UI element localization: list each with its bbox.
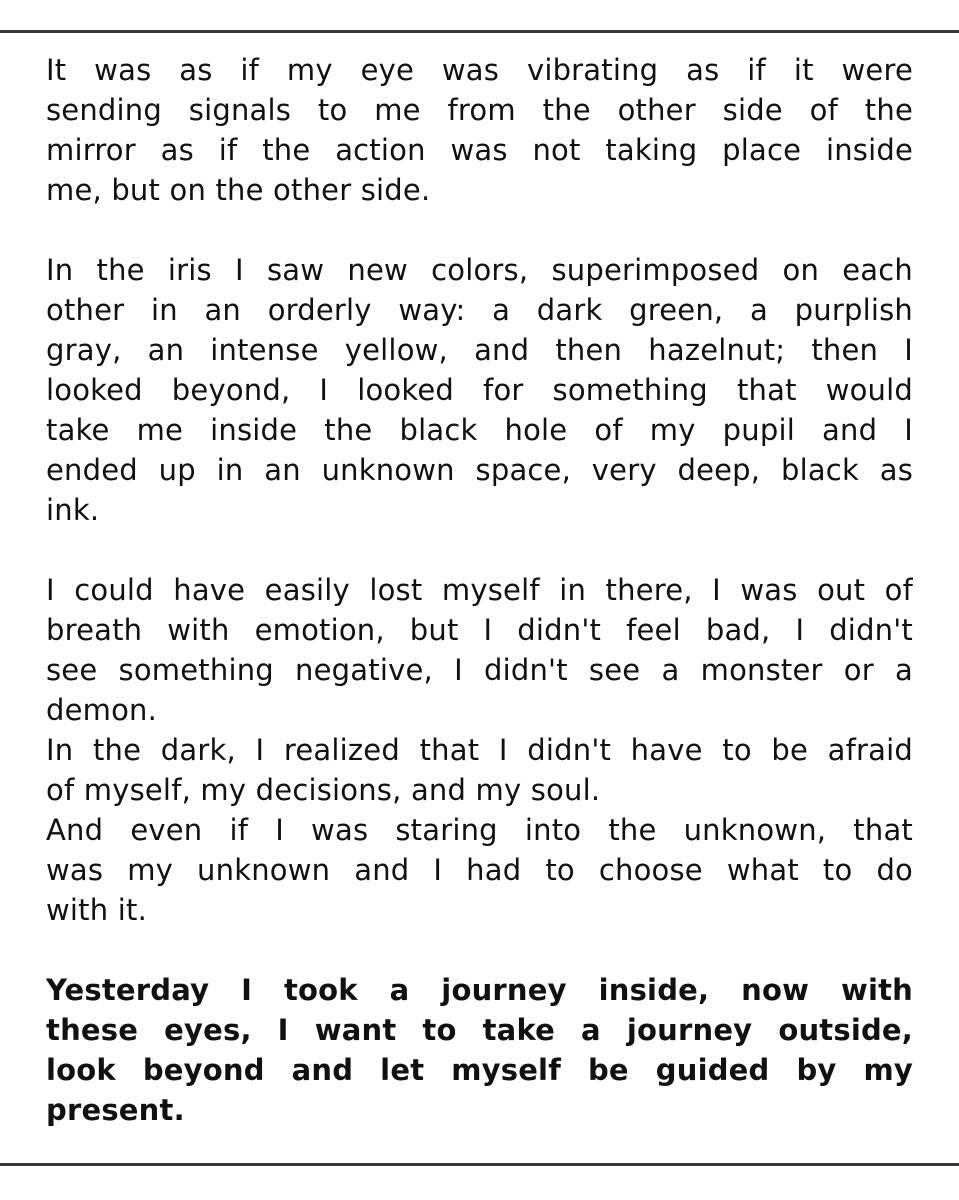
text-line: I could have easily lost myself in there, I was out of (46, 573, 913, 607)
bottom-rule (0, 1163, 959, 1166)
paragraph-dark (46, 570, 913, 930)
text-line: with it. (46, 893, 147, 927)
text-line: In the iris I saw new colors, superimposed on each (46, 253, 913, 287)
text-line: ended up in an unknown space, very deep, black as (46, 453, 913, 487)
paragraph-gap (46, 930, 913, 970)
text-line: ink. (46, 493, 100, 527)
text-line: of myself, my decisions, and my soul. (46, 773, 601, 807)
text-line: looked beyond, I looked for something that would (46, 373, 913, 407)
text-line: look beyond and let myself be guided by my (46, 1053, 913, 1087)
text-line: other in an orderly way: a dark green, a purplish (46, 293, 913, 327)
document-body (46, 50, 913, 1130)
paragraph-gap (46, 530, 913, 570)
text-line: see something negative, I didn't see a monster or a (46, 653, 913, 687)
text-line: It was as if my eye was vibrating as if it were (46, 53, 913, 87)
paragraph-mirror (46, 50, 913, 210)
text-line: gray, an intense yellow, and then hazelnut; then I (46, 333, 913, 367)
text-line: Yesterday I took a journey inside, now with (46, 973, 913, 1007)
text-line: me, but on the other side. (46, 173, 431, 207)
text-line: take me inside the black hole of my pupil and I (46, 413, 913, 447)
paragraph-gap (46, 210, 913, 250)
top-rule (0, 30, 959, 33)
paragraph-iris (46, 250, 913, 530)
text-line: sending signals to me from the other side of the (46, 93, 913, 127)
text-line: mirror as if the action was not taking place inside (46, 133, 913, 167)
text-line: present. (46, 1093, 185, 1127)
text-line: demon. (46, 693, 158, 727)
text-line: breath with emotion, but I didn't feel bad, I didn't (46, 613, 913, 647)
paragraph-journey (46, 970, 913, 1130)
text-line: In the dark, I realized that I didn't have to be afraid (46, 733, 913, 767)
text-line: these eyes, I want to take a journey outside, (46, 1013, 913, 1047)
text-line: And even if I was staring into the unknown, that (46, 813, 913, 847)
text-line: was my unknown and I had to choose what to do (46, 853, 913, 887)
